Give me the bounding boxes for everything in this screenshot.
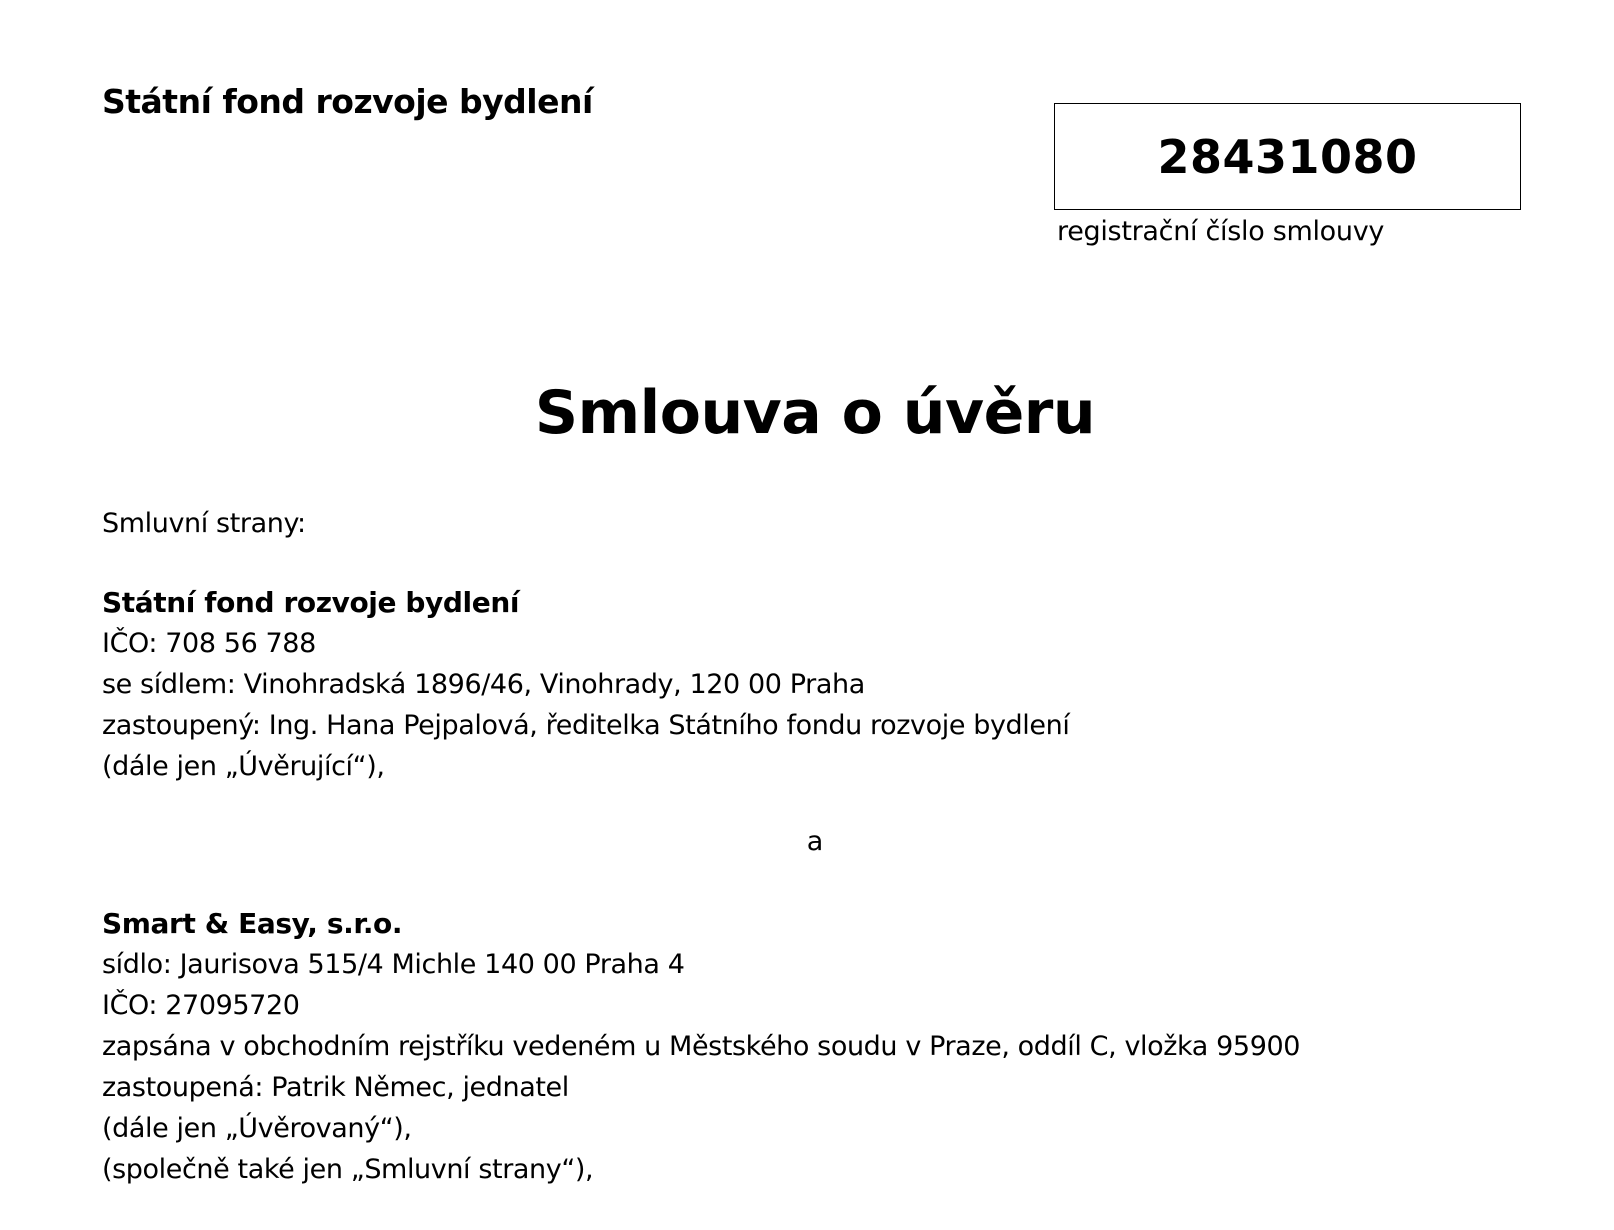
parties-label: Smluvní strany: [102,508,306,539]
conjunction: a [806,826,824,857]
header-organization: Státní fond rozvoje bydlení [102,82,593,121]
party-lender-name: Státní fond rozvoje bydlení [102,586,520,619]
party-lender-block [102,582,1069,787]
document-title: Smlouva o úvěru [534,378,1096,448]
registration-number: 28431080 [1157,129,1418,184]
party-borrower-ico: IČO: 27095720 [102,990,300,1021]
party-lender-represented: zastoupený: Ing. Hana Pejpalová, ředitelka Státního fondu rozvoje bydlení [102,710,1070,741]
party-borrower-alias: (dále jen „Úvěrovaný“), [102,1113,412,1144]
party-borrower-registry: zapsána v obchodním rejstříku vedeném u Městského soudu v Praze, oddíl C, vložka 95900 [102,1031,1301,1062]
party-borrower-seat: sídlo: Jaurisova 515/4 Michle 140 00 Praha 4 [102,949,685,980]
party-borrower-block [102,903,1300,1190]
party-borrower-name: Smart & Easy, s.r.o. [102,907,403,940]
party-lender-ico: IČO: 708 56 788 [102,628,316,659]
party-lender-seat: se sídlem: Vinohradská 1896/46, Vinohrady, 120 00 Praha [102,669,865,700]
registration-number-box [1054,103,1521,210]
parties-joint-alias: (společně také jen „Smluvní strany“), [102,1154,594,1185]
registration-caption: registrační číslo smlouvy [1057,216,1385,247]
party-borrower-represented: zastoupená: Patrik Němec, jednatel [102,1072,569,1103]
party-lender-alias: (dále jen „Úvěrující“), [102,751,385,782]
